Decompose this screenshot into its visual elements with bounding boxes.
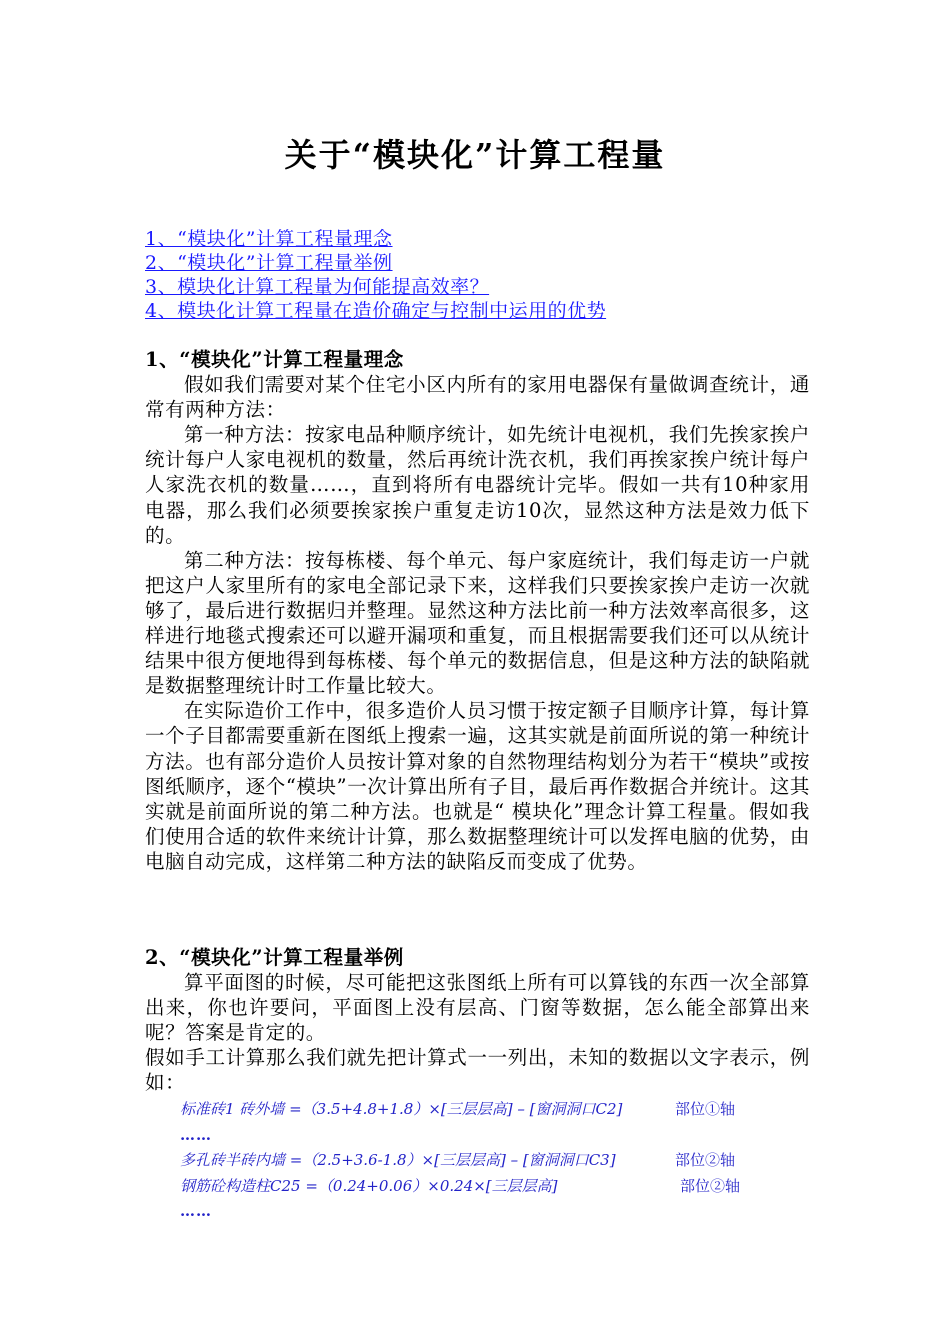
section-2-paragraph-2: 假如手工计算那么我们就先把计算式一一列出，未知的数据以文字表示，例如： [145, 1046, 810, 1095]
formula-position: 部位②轴 [680, 1176, 741, 1195]
section-2-heading: 2、“模块化”计算工程量举例 [145, 946, 404, 969]
section-1-paragraph-1: 假如我们需要对某个住宅小区内所有的家用电器保有量做调查统计，通常有两种方法： [145, 373, 810, 422]
formula-text: 钢筋砼构造柱C25 =（0.24+0.06）×0.24×[三层层高] [180, 1176, 558, 1195]
section-2 [145, 945, 810, 1096]
section-1-heading: 1、“模块化”计算工程量理念 [145, 348, 404, 371]
section-1-paragraph-3: 第二种方法：按每栋楼、每个单元、每户家庭统计，我们每走访一户就把这户人家里所有的家电全部记录下来，这样我们只要挨家挨户走访一次就够了，最后进行数据归并整理。显然这种方法比前一种方法效率高很多，这样进行地毯式搜索还可以避开漏项和重复，而且根据需要我们还可以从统计结果中很方便地得到每栋楼、每个单元的数据信息，但是这种方法的缺陷就是数据整理统计时工作量比较大。 [145, 548, 810, 698]
formula-text: 多孔砖半砖内墙 =（2.5+3.6-1.8）×[三层层高] – [窗洞洞口C3] [180, 1151, 616, 1169]
table-of-contents [145, 227, 606, 323]
formula-row [180, 1174, 820, 1200]
formula-row [180, 1097, 820, 1123]
toc-link-1[interactable]: 1、“模块化”计算工程量理念 [145, 228, 393, 250]
formula-text: 标准砖1 砖外墙 =（3.5+4.8+1.8）×[三层层高] – [窗洞洞口C2] [180, 1100, 623, 1118]
formula-list [180, 1097, 820, 1225]
toc-link-4[interactable]: 4、模块化计算工程量在造价确定与控制中运用的优势 [145, 300, 607, 322]
formula-position: 部位①轴 [675, 1100, 736, 1118]
document-title: 关于“模块化”计算工程量 [284, 136, 666, 174]
toc-link-3[interactable]: 3、模块化计算工程量为何能提高效率？ [145, 276, 490, 298]
section-1 [145, 347, 810, 874]
ellipsis: …… [180, 1125, 212, 1144]
section-2-paragraph-1: 算平面图的时候，尽可能把这张图纸上所有可以算钱的东西一次全部算出来，你也许要问，平面图上没有层高、门窗等数据，怎么能全部算出来呢？答案是肯定的。 [145, 971, 810, 1045]
section-1-paragraph-2: 第一种方法：按家电品种顺序统计，如先统计电视机，我们先挨家挨户统计每户人家电视机的数量，然后再统计洗衣机，我们再挨家挨户统计每户人家洗衣机的数量……，直到将所有电器统计完毕。假如一共有10种家用电器，那么我们必须要挨家挨户重复走访10次，显然这种方法是效力低下的。 [145, 423, 810, 547]
formula-position: 部位②轴 [675, 1151, 736, 1169]
toc-link-2[interactable]: 2、“模块化”计算工程量举例 [145, 252, 393, 274]
ellipsis: …… [180, 1202, 212, 1220]
section-1-paragraph-4: 在实际造价工作中，很多造价人员习惯于按定额子目顺序计算，每计算一个子目都需要重新在图纸上搜索一遍，这其实就是前面所说的第一种统计方法。也有部分造价人员按计算对象的自然物理结构划分为若干“模块”或按图纸顺序，逐个“模块”一次计算出所有子目，最后再作数据合并统计。这其实就是前面所说的第二种方法。也就是“ 模块化”理念计算工程量。假如我们使用合适的软件来统计计算，那么数据整理统计可以发挥电脑的优势，由电脑自动完成，这样第二种方法的缺陷反而变成了优势。 [145, 699, 810, 873]
formula-row [180, 1148, 820, 1174]
